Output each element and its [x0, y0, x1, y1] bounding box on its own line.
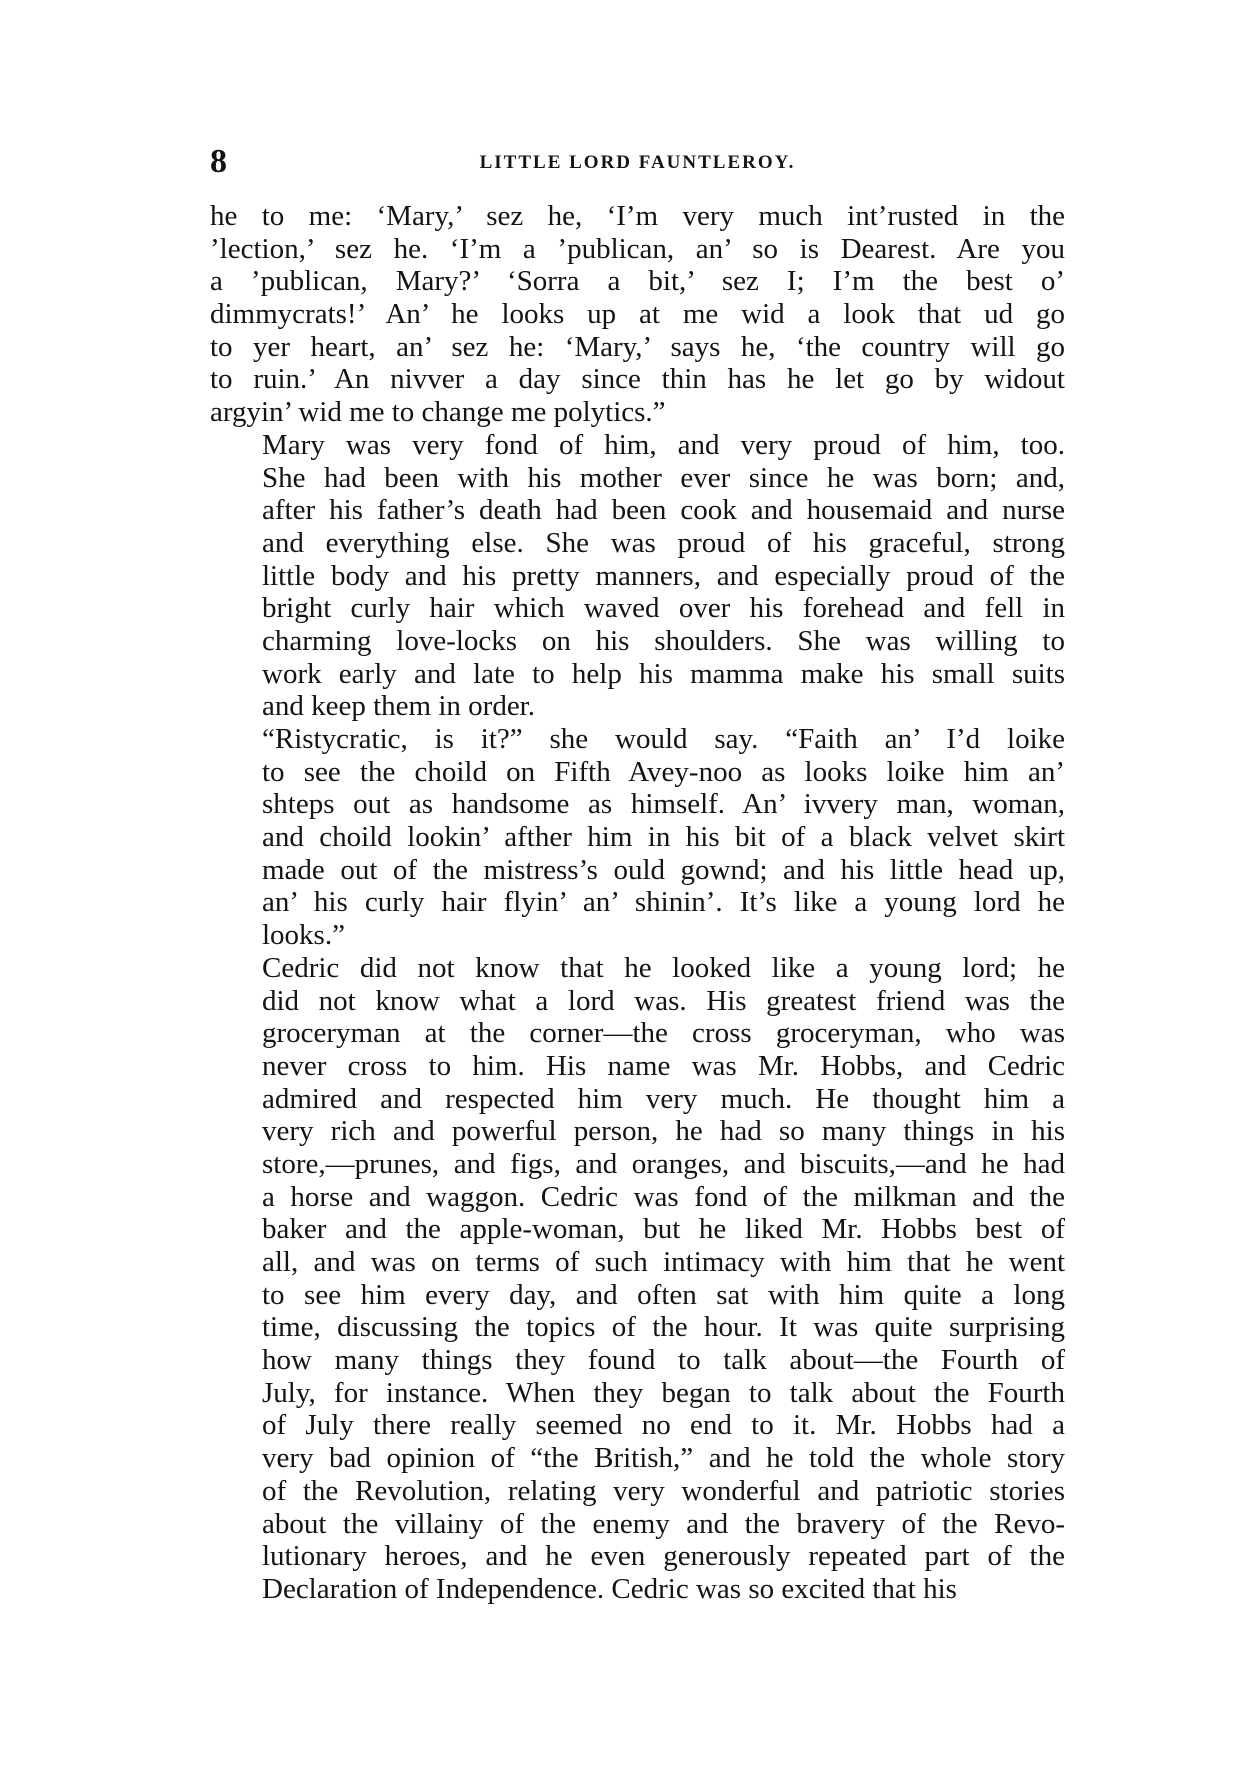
paragraph: [210, 200, 1065, 429]
paragraph: [210, 952, 1065, 1606]
text-line: and choild lookin’ afther him in his bit of a black velvet skirt: [262, 821, 1065, 854]
text-line: after his father’s death had been cook and housemaid and nurse: [262, 494, 1065, 527]
text-line: admired and respected him very much. He thought him a: [262, 1082, 1065, 1115]
text-line: an’ his curly hair flyin’ an’ shinin’. It’s like a young lord he: [262, 886, 1065, 919]
text-line: to yer heart, an’ sez he: ‘Mary,’ says he, ‘the country will go: [210, 330, 1065, 363]
text-line: work early and late to help his mamma make his small suits: [262, 657, 1065, 690]
running-head: [210, 142, 1065, 182]
text-line: bright curly hair which waved over his forehead and fell in: [262, 592, 1065, 625]
text-line: shteps out as handsome as himself. An’ ivvery man, woman,: [262, 788, 1065, 821]
text-line: Mary was very fond of him, and very proud of him, too.: [262, 428, 1065, 461]
text-line: “Ristycratic, is it?” she would say. “Faith an’ I’d loike: [262, 723, 1065, 755]
running-title: LITTLE LORD FAUNTLEROY.: [479, 152, 796, 173]
text-line: lutionary heroes, and he even generously repeated part of the: [262, 1540, 1065, 1573]
text-line: little body and his pretty manners, and especially proud of the: [262, 559, 1065, 592]
text-line: he to me: ‘Mary,’ sez he, ‘I’m very much int’rusted in the: [210, 200, 1065, 232]
text-line: of July there really seemed no end to it. Mr. Hobbs had a: [262, 1409, 1065, 1442]
text-line: and keep them in order.: [262, 690, 535, 723]
text-line: argyin’ wid me to change me polytics.”: [210, 396, 666, 429]
text-line: a horse and waggon. Cedric was fond of the milkman and the: [262, 1180, 1065, 1213]
text-line: to see the choild on Fifth Avey-noo as looks loike him an’: [262, 755, 1065, 788]
text-line: and everything else. She was proud of his graceful, strong: [262, 526, 1065, 559]
text-line: ’lection,’ sez he. ‘I’m a ’publican, an’ so is Dearest. Are you: [210, 232, 1065, 265]
text-line: dimmycrats!’ An’ he looks up at me wid a look that ud go: [210, 298, 1065, 331]
text-line: Cedric did not know that he looked like a young lord; he: [262, 951, 1065, 984]
paragraph: [210, 723, 1065, 952]
text-line: She had been with his mother ever since he was born; and,: [262, 461, 1065, 494]
text-line: made out of the mistress’s ould gownd; and his little head up,: [262, 853, 1065, 886]
text-line: time, discussing the topics of the hour. It was quite surprising: [262, 1311, 1065, 1344]
text-line: all, and was on terms of such intimacy with him that he went: [262, 1246, 1065, 1278]
text-line: Declaration of Independence. Cedric was so excited that his: [262, 1572, 957, 1605]
text-line: charming love-locks on his shoulders. She was willing to: [262, 624, 1065, 657]
text-line: how many things they found to talk about—the Fourth of: [262, 1344, 1065, 1377]
text-line: baker and the apple-woman, but he liked Mr. Hobbs best of: [262, 1213, 1065, 1246]
text-line: very bad opinion of “the British,” and he told the whole story: [262, 1442, 1065, 1475]
text-line: did not know what a lord was. His greatest friend was the: [262, 984, 1065, 1017]
text-line: a ’publican, Mary?’ ‘Sorra a bit,’ sez I; I’m the best o’: [210, 265, 1065, 298]
text-line: very rich and powerful person, he had so many things in his: [262, 1115, 1065, 1148]
text-line: never cross to him. His name was Mr. Hobbs, and Cedric: [262, 1049, 1065, 1082]
text-line: of the Revolution, relating very wonderful and patriotic stories: [262, 1474, 1065, 1507]
text-line: about the villainy of the enemy and the bravery of the Revo-: [262, 1507, 1065, 1540]
text-line: to ruin.’ An nivver a day since thin has he let go by widout: [210, 363, 1065, 396]
text-line: July, for instance. When they began to talk about the Fourth: [262, 1376, 1065, 1409]
text-line: groceryman at the corner—the cross groceryman, who was: [262, 1017, 1065, 1050]
paragraph: [210, 429, 1065, 723]
body-text: [210, 200, 1065, 1606]
page-number: 8: [210, 143, 227, 180]
text-line: store,—prunes, and figs, and oranges, and biscuits,—and he had: [262, 1147, 1065, 1180]
text-line: looks.”: [262, 919, 345, 952]
text-line: to see him every day, and often sat with him quite a long: [262, 1278, 1065, 1311]
